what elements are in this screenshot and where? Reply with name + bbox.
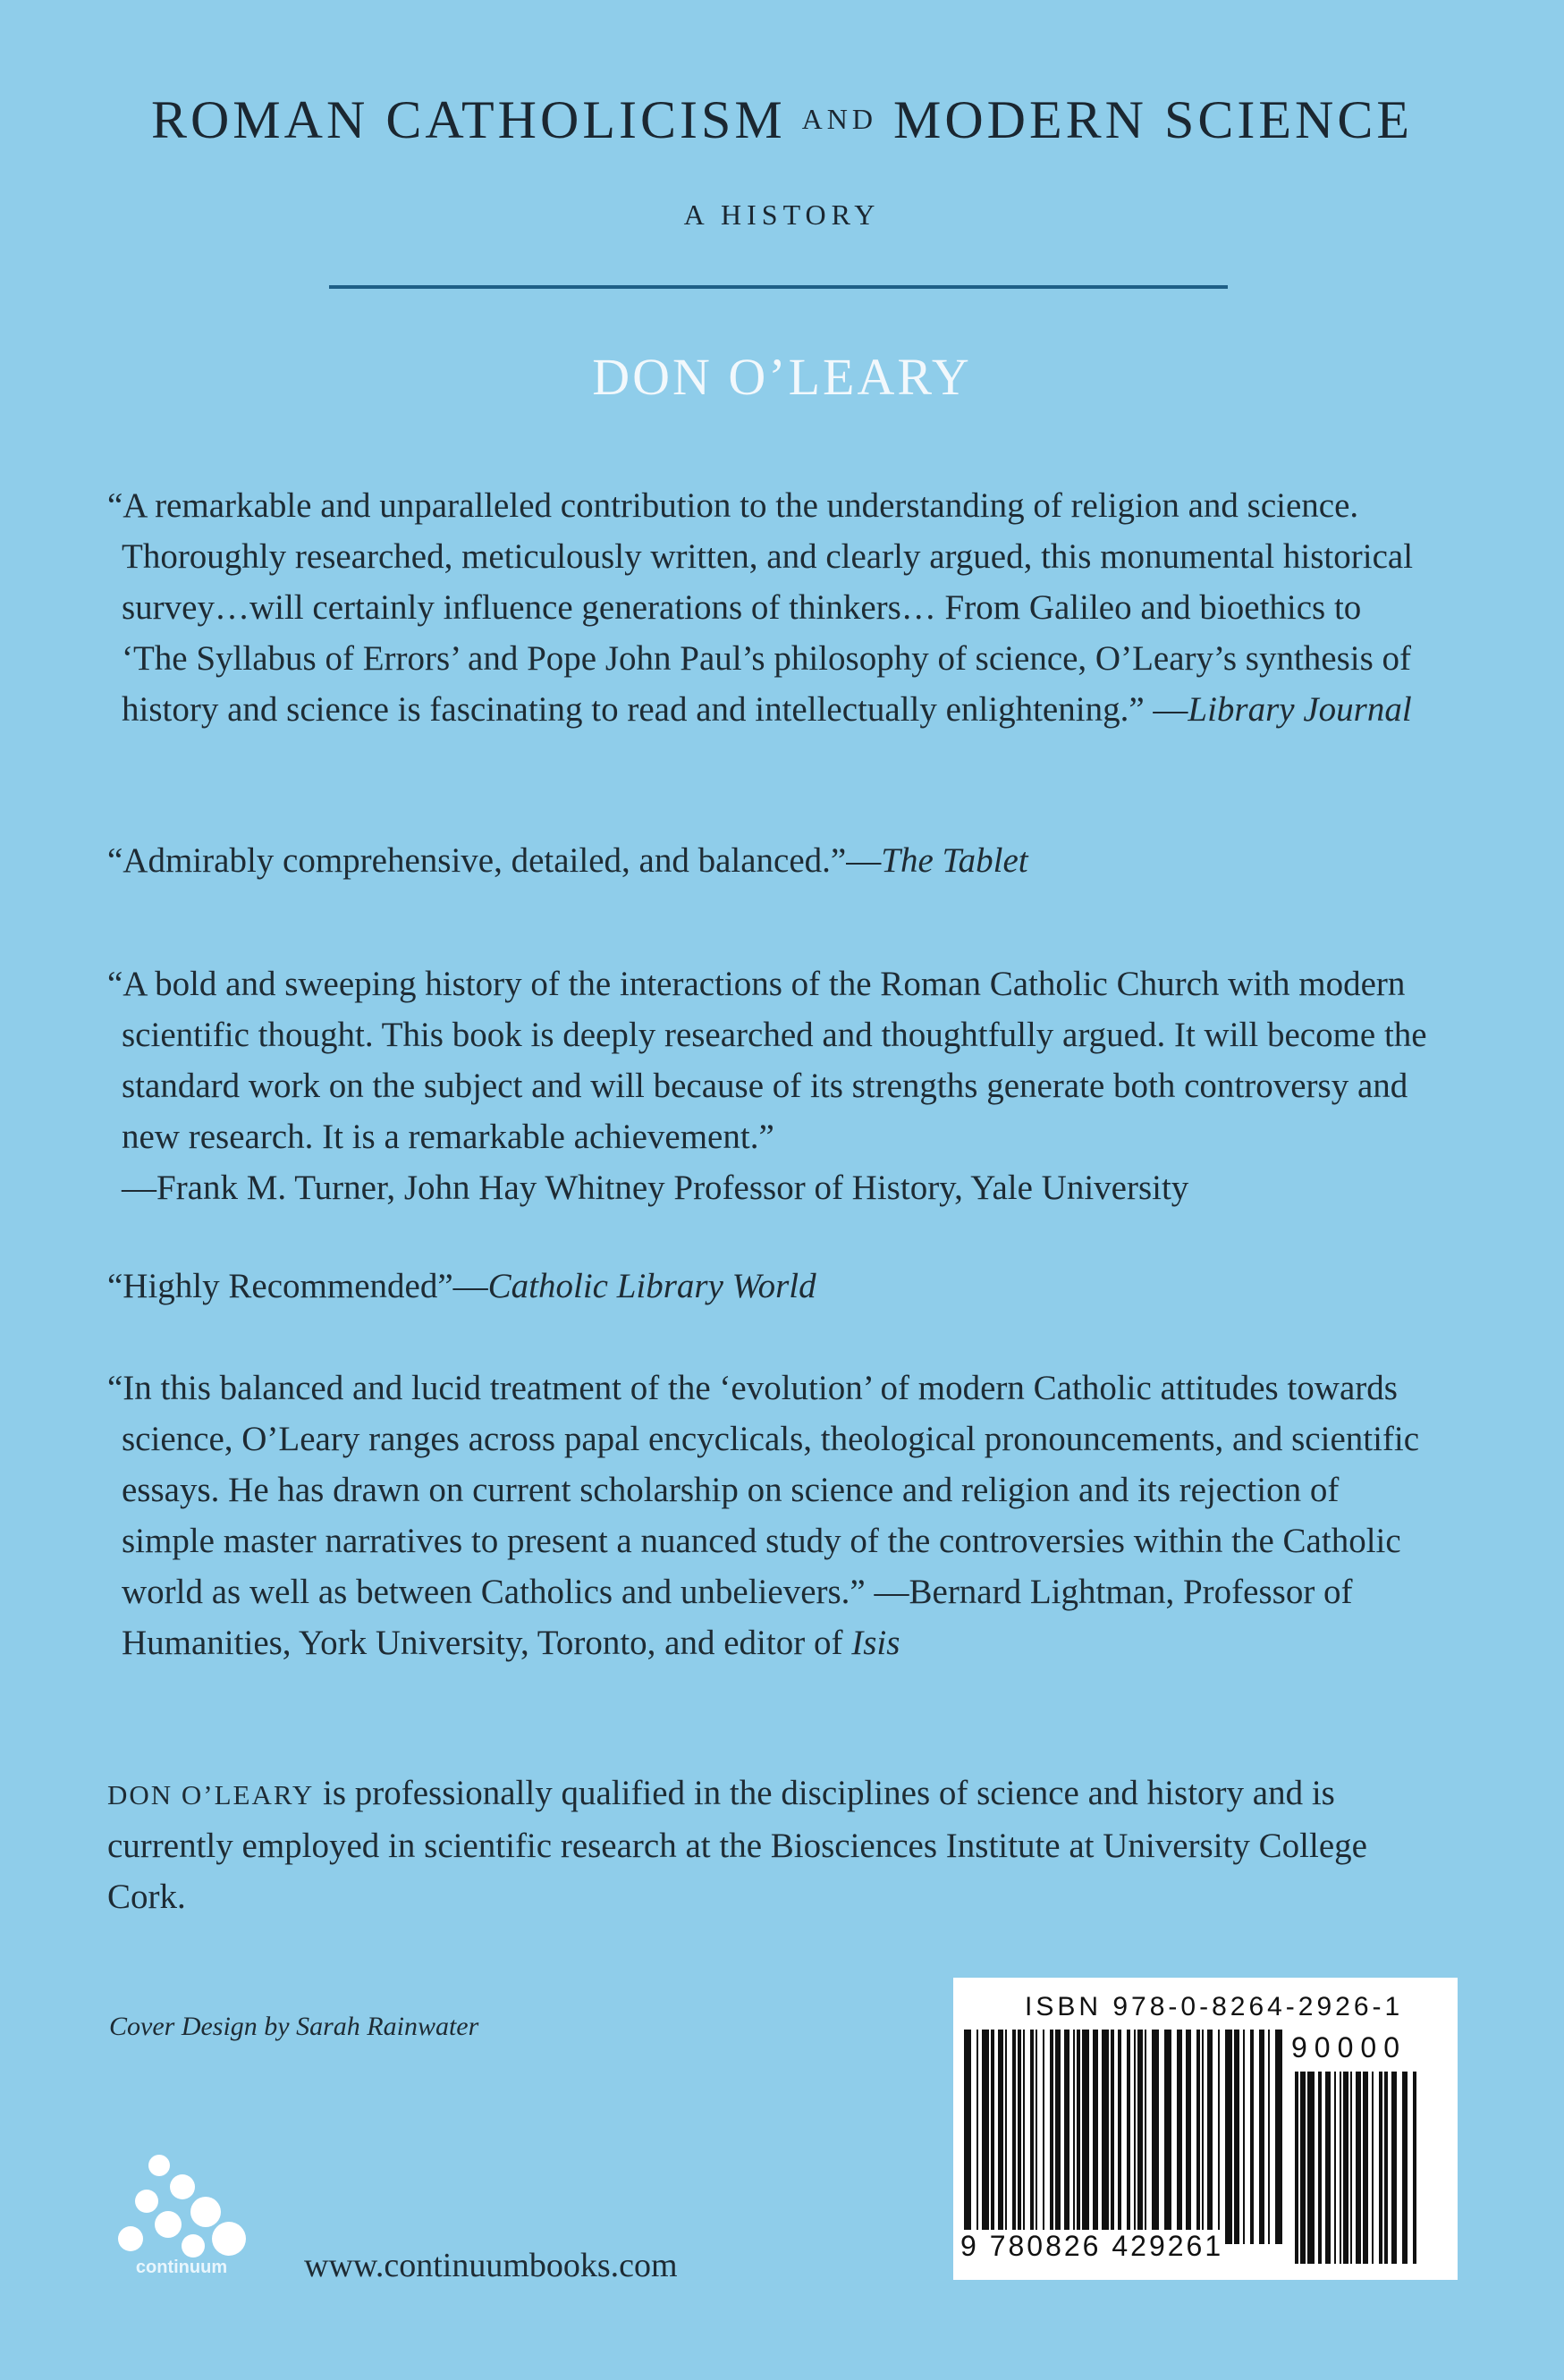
quote-text: “In this balanced and lucid treatment of the ‘evolution’ of modern Catholic attitudes towards science, O’Leary ranges across papal encyclicals, theological pronouncements, and scientific essays. He has drawn on current scholarship on science and religion and its rejection of simple master narratives to present a nuanced study of the controversies within the Catholic world as well as between Catholics and unbelievers.” —Bernard Lightman, Professor of Humanities, York University, Toronto, and editor of bbox=[107, 1369, 1420, 1662]
barcode-bar bbox=[1077, 2030, 1080, 2244]
isbn-barcode bbox=[953, 1978, 1458, 2280]
barcode-bar bbox=[982, 2030, 989, 2244]
continuum-logo-icon bbox=[106, 2146, 258, 2262]
barcode-bar bbox=[1259, 2030, 1264, 2244]
barcode-bar bbox=[1012, 2030, 1016, 2244]
barcode-bar bbox=[1295, 2072, 1298, 2264]
book-subtitle: A HISTORY bbox=[683, 198, 881, 231]
author-bio bbox=[107, 1768, 1386, 1922]
price-code: 90000 bbox=[1291, 2031, 1407, 2064]
barcode-addon-bars bbox=[1291, 2072, 1425, 2264]
barcode-bar bbox=[1050, 2030, 1053, 2244]
title-divider bbox=[329, 285, 1228, 289]
quote-source: The Tablet bbox=[881, 841, 1028, 880]
barcode-bar bbox=[998, 2030, 1003, 2244]
barcode-bar bbox=[1379, 2072, 1382, 2264]
review-quote-turner bbox=[107, 958, 1427, 1213]
quote-text: “Highly Recommended”— bbox=[107, 1267, 488, 1305]
barcode-bar bbox=[1023, 2030, 1025, 2244]
barcode-bar bbox=[1402, 2072, 1408, 2264]
barcode-bar bbox=[991, 2030, 994, 2244]
barcode-bar bbox=[1030, 2030, 1034, 2244]
barcode-bar bbox=[1118, 2030, 1121, 2244]
barcode-bar bbox=[1145, 2030, 1146, 2244]
barcode-bar bbox=[1218, 2030, 1220, 2244]
title-part1: ROMAN CATHOLICISM bbox=[150, 90, 786, 149]
publisher-url[interactable]: www.continuumbooks.com bbox=[304, 2247, 678, 2284]
barcode-bar bbox=[1234, 2030, 1239, 2244]
barcode-bar bbox=[1243, 2030, 1245, 2244]
barcode-bar bbox=[1134, 2030, 1136, 2244]
barcode-bar bbox=[1334, 2072, 1336, 2264]
title-and: AND bbox=[801, 103, 877, 135]
quote-source: Isis bbox=[851, 1624, 900, 1662]
barcode-bar bbox=[1152, 2030, 1159, 2244]
barcode-bar bbox=[1186, 2030, 1191, 2244]
barcode-bar bbox=[1363, 2072, 1368, 2264]
barcode-bar bbox=[1093, 2030, 1098, 2244]
barcode-bar bbox=[1082, 2030, 1089, 2244]
barcode-bar bbox=[1111, 2030, 1114, 2244]
publisher-logo-text: continuum bbox=[135, 2258, 228, 2277]
barcode-bar bbox=[1043, 2030, 1044, 2244]
book-title bbox=[0, 89, 1564, 151]
barcode-bar bbox=[1164, 2030, 1171, 2244]
barcode-bar bbox=[1127, 2030, 1130, 2244]
review-quote-tablet bbox=[107, 835, 1427, 886]
barcode-bar bbox=[1018, 2030, 1021, 2244]
barcode-bar bbox=[1343, 2072, 1348, 2264]
barcode-bar bbox=[1300, 2072, 1306, 2264]
barcode-bar bbox=[1250, 2030, 1254, 2244]
author-name: DON O’LEARY bbox=[592, 348, 972, 406]
barcode-bar bbox=[1391, 2072, 1397, 2264]
barcode-bar bbox=[1005, 2030, 1007, 2244]
barcode-bar bbox=[1372, 2072, 1374, 2264]
quote-source: Catholic Library World bbox=[487, 1267, 816, 1305]
cover-design-credit: Cover Design by Sarah Rainwater bbox=[109, 2012, 479, 2041]
barcode-bar bbox=[1225, 2030, 1232, 2244]
barcode-bar bbox=[1340, 2072, 1341, 2264]
barcode-bar bbox=[1275, 2030, 1282, 2244]
title-part2: MODERN SCIENCE bbox=[893, 90, 1414, 149]
quote-source: Library Journal bbox=[1188, 690, 1412, 729]
barcode-bar bbox=[1036, 2030, 1037, 2244]
barcode-bar bbox=[1356, 2072, 1361, 2264]
quote-text: “A remarkable and unparalleled contribution to the understanding of religion and science. Thoroughly researched, meticulously written, and clearly argued, this monumental historical survey…will certainly influence generations of thinkers… From Galileo and bioethics to ‘The Syllabus of Errors’ and Pope John Paul’s philosophy of science, O’Leary’s synthesis of history and science is fascinating to read and intellectually enlightening.” — bbox=[107, 486, 1414, 729]
barcode-bar bbox=[1413, 2072, 1416, 2264]
barcode-bar bbox=[1177, 2030, 1182, 2244]
bio-text: is professionally qualified in the disciplines of science and history and is currently employed in scientific research at the Biosciences Institute at University College Cork. bbox=[107, 1774, 1367, 1916]
barcode-bar bbox=[1384, 2072, 1388, 2264]
barcode-bars bbox=[960, 2030, 1282, 2244]
barcode-bar bbox=[1268, 2030, 1270, 2244]
ean-number: 9 780826 429261 bbox=[960, 2230, 1224, 2262]
barcode-bar bbox=[964, 2030, 971, 2244]
quote-text: “A bold and sweeping history of the interactions of the Roman Catholic Church with modern scientific thought. This book is deeply researched and thoughtfully argued. It will become the standard work on the subject and will because of its strengths generate both controversy and new research. It is a remarkable achievement.” bbox=[107, 965, 1427, 1156]
barcode-bar bbox=[1196, 2030, 1200, 2244]
review-quote-catholic-library-world bbox=[107, 1261, 1427, 1312]
barcode-bar bbox=[1064, 2030, 1069, 2244]
barcode-bar bbox=[976, 2030, 978, 2244]
isbn-label: ISBN 978-0-8264-2926-1 bbox=[1025, 1992, 1404, 2021]
barcode-bar bbox=[1073, 2030, 1075, 2244]
barcode-bar bbox=[1307, 2072, 1315, 2264]
quote-attribution: —Frank M. Turner, John Hay Whitney Professor of History, Yale University bbox=[122, 1169, 1189, 1207]
barcode-bar bbox=[1055, 2030, 1061, 2244]
review-quote-lightman bbox=[107, 1363, 1427, 1668]
quote-text: “Admirably comprehensive, detailed, and balanced.”— bbox=[107, 841, 882, 880]
barcode-bar bbox=[1202, 2030, 1204, 2244]
barcode-bar bbox=[1207, 2030, 1213, 2244]
publisher-logo bbox=[106, 2146, 266, 2280]
barcode-bar bbox=[1350, 2072, 1352, 2264]
bio-name: DON O’LEARY bbox=[107, 1779, 315, 1810]
review-quote-library-journal bbox=[107, 480, 1427, 735]
barcode-bar bbox=[1102, 2030, 1109, 2244]
barcode-bar bbox=[1137, 2030, 1143, 2244]
barcode-bar bbox=[1325, 2072, 1331, 2264]
barcode-bar bbox=[1318, 2072, 1322, 2264]
